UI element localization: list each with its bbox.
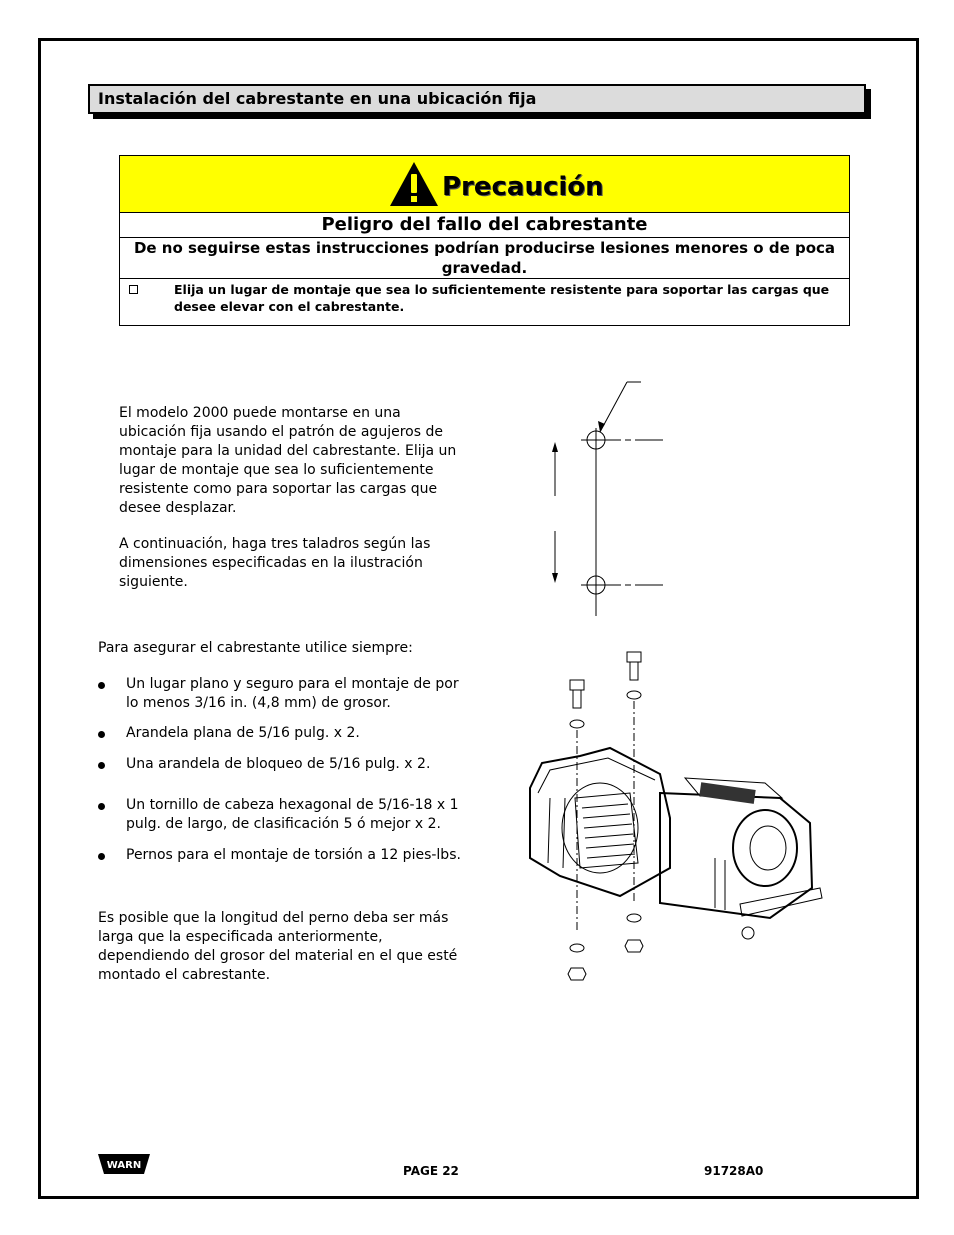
- winch-illustration: [520, 648, 830, 988]
- bullet-marker: [98, 758, 108, 768]
- caution-subtitle: Peligro del fallo del cabrestante: [120, 213, 849, 238]
- warning-triangle-icon: [388, 160, 440, 208]
- caution-box: [119, 155, 850, 326]
- bullet-marker: [98, 849, 108, 859]
- mounting-hole-pattern-diagram: [545, 376, 685, 626]
- section-header: [88, 84, 866, 114]
- bullet-item: Una arandela de bloqueo de 5/16 pulg. x 2.: [126, 756, 431, 772]
- section-title: Instalación del cabrestante en una ubicación fija: [98, 89, 537, 108]
- warn-logo-text: WARN: [106, 1160, 142, 1171]
- note-paragraph: Es posible que la longitud del perno deba ser más larga que la especificada anteriormente, dependiendo del grosor del material en el que esté montado el cabrestante.: [98, 910, 458, 983]
- bullet-marker: [98, 727, 108, 737]
- caution-header: [120, 156, 849, 213]
- bullet-item: Un lugar plano y seguro para el montaje de por lo menos 3/16 in. (4,8 mm) de grosor.: [126, 676, 459, 711]
- bullet-marker: [98, 799, 108, 809]
- bullet-item: Un tornillo de cabeza hexagonal de 5/16-18 x 1 pulg. de largo, de clasificación 5 ó mejor x 2.: [126, 797, 459, 832]
- bullet-marker: [98, 678, 108, 688]
- page-number: PAGE 22: [403, 1164, 459, 1178]
- caution-heading: Precaución: [442, 172, 604, 202]
- caution-item-text: Elija un lugar de montaje que sea lo suficientemente resistente para soportar las cargas que desee elevar con el cabrestante.: [174, 282, 830, 314]
- caution-warning: De no seguirse estas instrucciones podrían producirse lesiones menores o de poca gravedad.: [120, 238, 849, 279]
- bullet-item: Arandela plana de 5/16 pulg. x 2.: [126, 725, 360, 741]
- intro-paragraph: El modelo 2000 puede montarse en una ubicación fija usando el patrón de agujeros de montaje para la unidad del cabrestante. Elija un lugar de montaje que sea lo suficientemente resistente como para soportar las cargas que desee desplazar.: [119, 405, 457, 516]
- secure-lead-paragraph: Para asegurar el cabrestante utilice siempre:: [98, 640, 413, 656]
- warn-logo: [98, 1153, 150, 1175]
- drill-paragraph: A continuación, haga tres taladros según las dimensiones especificadas en la ilustración siguiente.: [119, 536, 431, 590]
- bullet-item: Pernos para el montaje de torsión a 12 pies-lbs.: [126, 847, 461, 863]
- checkbox-icon: [129, 285, 138, 294]
- caution-item: [120, 279, 849, 325]
- document-number: 91728A0: [704, 1164, 764, 1178]
